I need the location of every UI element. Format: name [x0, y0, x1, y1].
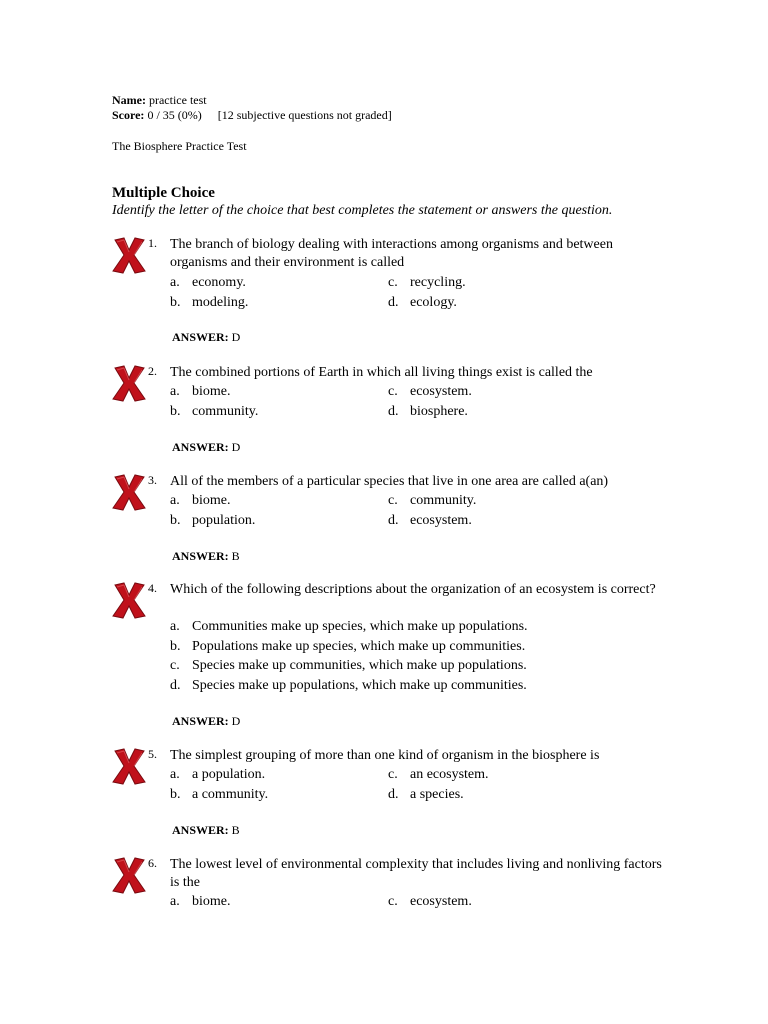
choice-b: b. population.	[170, 512, 256, 528]
name-line	[112, 93, 392, 108]
incorrect-x-icon	[112, 236, 146, 274]
section-header	[112, 184, 612, 220]
question-text: The simplest grouping of more than one kind of organism in the biosphere is	[170, 748, 600, 763]
choice-list	[170, 617, 670, 695]
question-text: The branch of biology dealing with interactions among organisms and between organisms and their environment is called	[170, 237, 613, 270]
section-instructions: Identify the letter of the choice that best completes the statement or answers the question.	[112, 203, 613, 218]
choice-list	[170, 892, 670, 912]
choice-c: c. community.	[388, 493, 477, 508]
choice-a: a. biome.	[170, 384, 231, 399]
choice-list	[170, 273, 670, 312]
choice-d: d. Species make up populations, which make up communities.	[170, 677, 527, 693]
question-number: 4.	[148, 581, 157, 595]
question-number: 2.	[148, 364, 157, 378]
choice-a: a. biome.	[170, 894, 231, 909]
answer-line: ANSWER: B	[172, 549, 240, 563]
question-number: 3.	[148, 473, 157, 487]
ungraded-note: [12 subjective questions not graded]	[217, 108, 392, 122]
header	[112, 93, 392, 123]
choice-c: c. recycling.	[388, 275, 466, 290]
choice-d: d. ecosystem.	[388, 512, 472, 528]
choice-a: a. Communities make up species, which make up populations.	[170, 619, 528, 634]
choice-c: c. ecosystem.	[388, 894, 472, 909]
choice-a: a. economy.	[170, 275, 246, 290]
choice-c: c. an ecosystem.	[388, 767, 489, 782]
incorrect-x-icon	[112, 747, 146, 785]
answer-value: D	[231, 330, 241, 344]
choice-list	[170, 382, 670, 421]
test-title: The Biosphere Practice Test	[112, 139, 247, 153]
choice-a: a. a population.	[170, 767, 266, 782]
choice-d: d. a species.	[388, 786, 464, 802]
answer-line: ANSWER: D	[172, 714, 241, 728]
choice-b: b. Populations make up species, which make up communities.	[170, 638, 526, 654]
question-number: 5.	[148, 747, 157, 761]
choice-b: b. community.	[170, 403, 259, 419]
question-text: The lowest level of environmental complexity that includes living and nonliving factors is the	[170, 857, 662, 890]
choice-c: c. Species make up communities, which make up populations.	[170, 658, 527, 673]
question-number: 6.	[148, 856, 157, 870]
choice-list	[170, 765, 670, 804]
choice-b: b. modeling.	[170, 294, 249, 310]
question-number: 1.	[148, 236, 157, 250]
answer-value: B	[231, 823, 240, 837]
question-text: All of the members of a particular species that live in one area are called a(an)	[170, 474, 609, 489]
answer-line: ANSWER: D	[172, 440, 241, 454]
choice-a: a. biome.	[170, 493, 231, 508]
answer-value: D	[231, 440, 241, 454]
incorrect-x-icon	[112, 364, 146, 402]
question-text: Which of the following descriptions about the organization of an ecosystem is correct?	[170, 582, 656, 597]
incorrect-x-icon	[112, 473, 146, 511]
choice-list	[170, 491, 670, 530]
choice-d: d. biosphere.	[388, 403, 468, 419]
name-label: Name:	[112, 93, 146, 107]
choice-d: d. ecology.	[388, 294, 457, 310]
score-label: Score:	[112, 108, 145, 122]
answer-value: D	[231, 714, 241, 728]
incorrect-x-icon	[112, 856, 146, 894]
section-title: Multiple Choice	[112, 185, 215, 201]
answer-value: B	[231, 549, 240, 563]
score-line	[112, 108, 392, 123]
choice-c: c. ecosystem.	[388, 384, 472, 399]
score-value: 0 / 35 (0%)	[147, 108, 202, 122]
question-text: The combined portions of Earth in which all living things exist is called the	[170, 365, 593, 380]
choice-b: b. a community.	[170, 786, 269, 802]
incorrect-x-icon	[112, 581, 146, 619]
name-value: practice test	[148, 93, 207, 107]
answer-line: ANSWER: B	[172, 823, 240, 837]
answer-line: ANSWER: D	[172, 330, 241, 344]
